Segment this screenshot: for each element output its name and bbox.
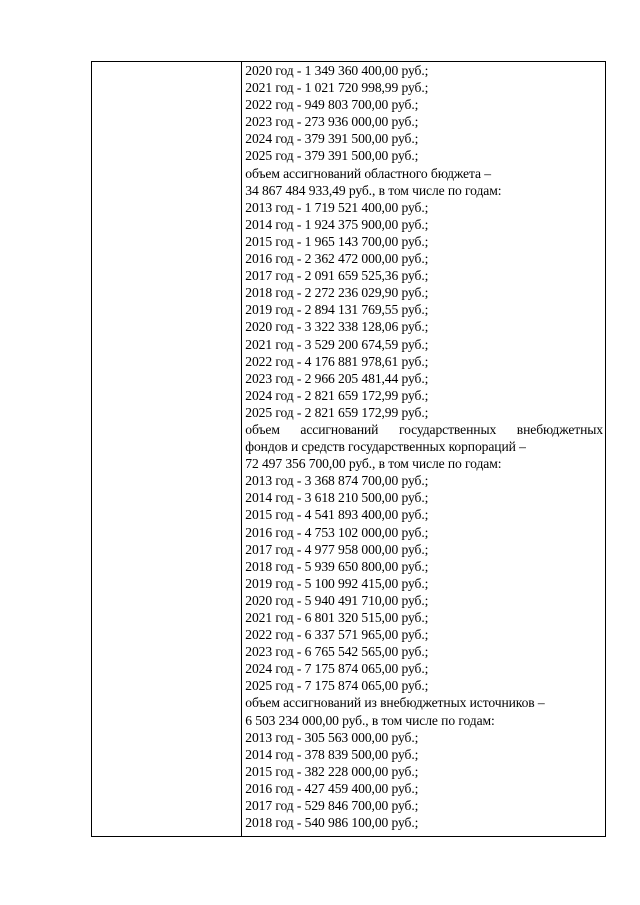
- list-item: 2023 год - 273 936 000,00 руб.;: [245, 114, 419, 130]
- list-item: 2025 год - 7 175 874 065,00 руб.;: [245, 678, 429, 694]
- list-item: 2022 год - 6 337 571 965,00 руб.;: [245, 627, 429, 643]
- list-item: 2018 год - 5 939 650 800,00 руб.;: [245, 558, 429, 574]
- list-item: 2023 год - 2 966 205 481,44 руб.;: [245, 370, 429, 386]
- list-item: 2020 год - 5 940 491 710,00 руб.;: [245, 592, 429, 608]
- list-item: 34 867 484 933,49 руб., в том числе по годам:: [245, 182, 502, 198]
- list-item: объем ассигнований областного бюджета –: [245, 165, 491, 181]
- list-item: 2014 год - 1 924 375 900,00 руб.;: [245, 216, 429, 232]
- list-item: 2013 год - 3 368 874 700,00 руб.;: [245, 473, 429, 489]
- list-item: 2024 год - 7 175 874 065,00 руб.;: [245, 661, 429, 677]
- list-item: 2015 год - 1 965 143 700,00 руб.;: [245, 233, 429, 249]
- list-item: 2015 год - 4 541 893 400,00 руб.;: [245, 507, 429, 523]
- table-cell-label: [92, 62, 242, 837]
- list-item: 2019 год - 5 100 992 415,00 руб.;: [245, 575, 429, 591]
- list-item: 2025 год - 379 391 500,00 руб.;: [245, 148, 419, 164]
- list-item: 2014 год - 3 618 210 500,00 руб.;: [245, 490, 429, 506]
- list-item: 2017 год - 4 977 958 000,00 руб.;: [245, 541, 429, 557]
- list-item: 2023 год - 6 765 542 565,00 руб.;: [245, 644, 429, 660]
- list-item: 2013 год - 1 719 521 400,00 руб.;: [245, 199, 429, 215]
- list-item: 2016 год - 2 362 472 000,00 руб.;: [245, 251, 429, 267]
- list-item: 2018 год - 2 272 236 029,90 руб.;: [245, 285, 429, 301]
- list-item: 2021 год - 1 021 720 998,99 руб.;: [245, 80, 429, 96]
- list-item: 2013 год - 305 563 000,00 руб.;: [245, 729, 419, 745]
- list-item: 2020 год - 3 322 338 128,06 руб.;: [245, 319, 429, 335]
- list-item: 2015 год - 382 228 000,00 руб.;: [245, 763, 419, 779]
- list-item: 2016 год - 427 459 400,00 руб.;: [245, 780, 419, 796]
- table-row: [92, 62, 606, 837]
- list-item: фондов и средств государственных корпораций –: [245, 439, 526, 455]
- list-item: 2021 год - 6 801 320 515,00 руб.;: [245, 610, 429, 625]
- list-item: 2025 год - 2 821 659 172,99 руб.;: [245, 404, 429, 420]
- list-item: 72 497 356 700,00 руб., в том числе по годам:: [245, 456, 502, 472]
- list-item: 2016 год - 4 753 102 000,00 руб.;: [245, 524, 429, 540]
- list-item: 2022 год - 949 803 700,00 руб.;: [245, 97, 419, 113]
- list-item: 2024 год - 379 391 500,00 руб.;: [245, 131, 419, 147]
- list-item: 2019 год - 2 894 131 769,55 руб.;: [245, 302, 429, 318]
- funding-lines-list: [245, 62, 603, 831]
- list-item: объем ассигнований государственных внебюджетных: [245, 421, 603, 437]
- list-item: 2024 год - 2 821 659 172,99 руб.;: [245, 387, 429, 403]
- list-item: 2022 год - 4 176 881 978,61 руб.;: [245, 353, 429, 369]
- list-item: 6 503 234 000,00 руб., в том числе по годам:: [245, 712, 495, 728]
- list-item: 2017 год - 2 091 659 525,36 руб.;: [245, 268, 429, 284]
- list-item: 2017 год - 529 846 700,00 руб.;: [245, 798, 419, 814]
- table-cell-content: [242, 62, 606, 837]
- list-item: 2018 год - 540 986 100,00 руб.;: [245, 815, 419, 831]
- list-item: объем ассигнований из внебюджетных источников –: [245, 695, 545, 711]
- list-item: 2020 год - 1 349 360 400,00 руб.;: [245, 63, 429, 78]
- list-item: 2014 год - 378 839 500,00 руб.;: [245, 746, 419, 762]
- funding-table: [91, 61, 606, 837]
- list-item: 2021 год - 3 529 200 674,59 руб.;: [245, 336, 429, 352]
